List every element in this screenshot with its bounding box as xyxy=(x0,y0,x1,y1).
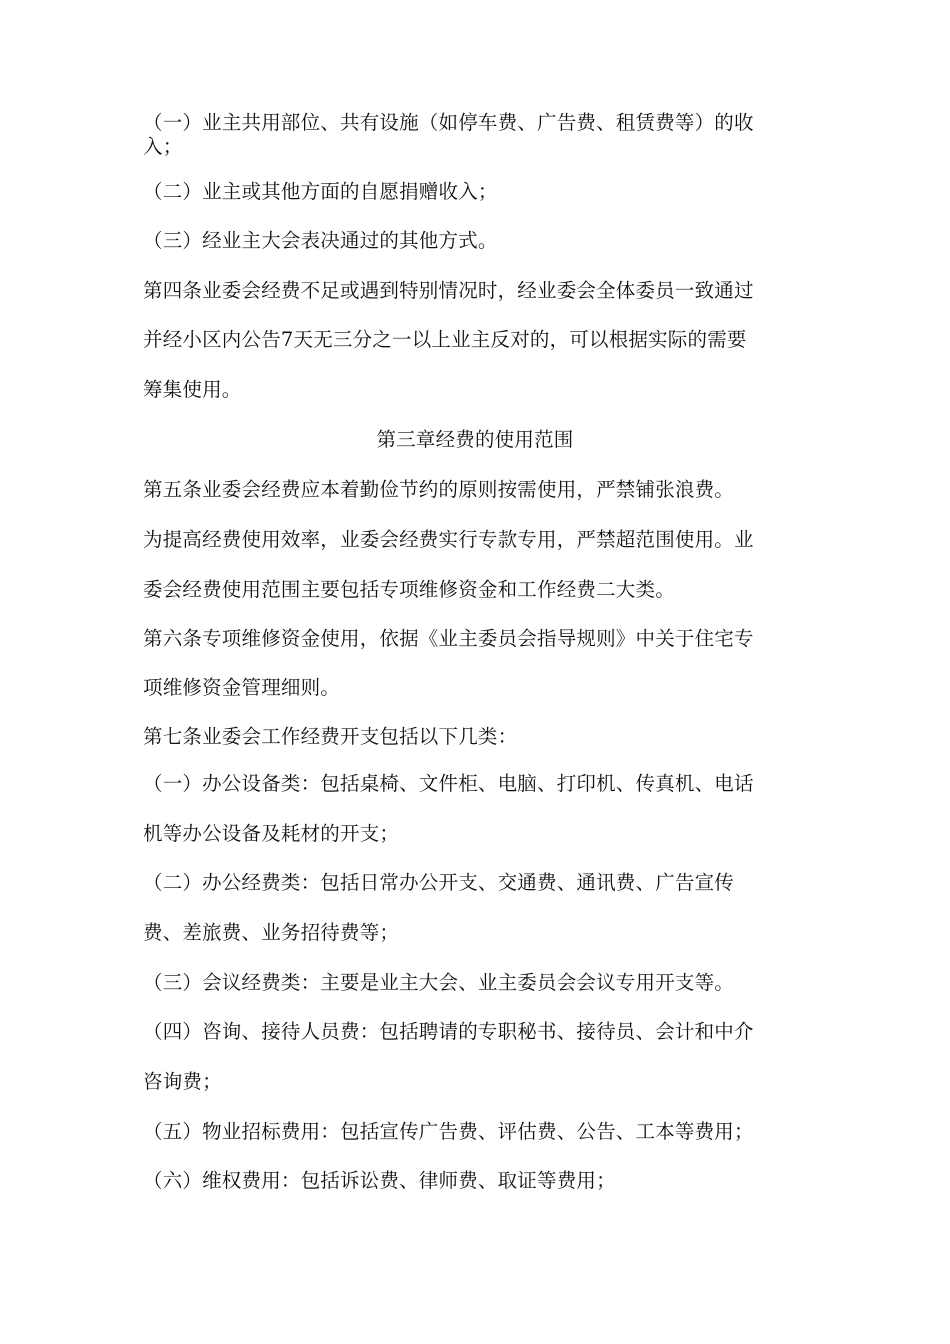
text-line: 第四条业委会经费不足或遇到特别情况时，经业委会全体委员一致通过 xyxy=(143,279,754,302)
text-line: 咨询费； xyxy=(143,1070,222,1093)
text-line: 第七条业委会工作经费开支包括以下几类： xyxy=(143,725,518,748)
text-line: 项维修资金管理细则。 xyxy=(143,676,341,699)
text-line: 并经小区内公告7天无三分之一以上业主反对的，可以根据实际的需要 xyxy=(143,328,747,351)
text-line: （二）办公经费类：包括日常办公开支、交通费、通讯费、广告宣传 xyxy=(143,871,735,894)
text-line: 费、差旅费、业务招待费等； xyxy=(143,921,400,944)
text-line: （五）物业招标费用：包括宣传广告费、评估费、公告、工本等费用； xyxy=(143,1120,754,1143)
text-line: 筹集使用。 xyxy=(143,378,242,401)
text-line: （一）业主共用部位、共有设施（如停车费、广告费、租赁费等）的收 xyxy=(143,111,754,134)
chapter-heading: 第三章经费的使用范围 xyxy=(376,428,574,451)
text-line: （二）业主或其他方面的自愿捐赠收入； xyxy=(143,180,498,203)
text-line: 入； xyxy=(143,135,183,158)
text-line: 机等办公设备及耗材的开支； xyxy=(143,822,400,845)
text-line: （三）会议经费类：主要是业主大会、业主委员会会议专用开支等。 xyxy=(143,971,735,994)
text-line: 为提高经费使用效率，业委会经费实行专款专用，严禁超范围使用。业 xyxy=(143,528,754,551)
text-line: 第五条业委会经费应本着勤俭节约的原则按需使用，严禁铺张浪费。 xyxy=(143,478,735,501)
text-line: 第六条专项维修资金使用，依据《业主委员会指导规则》中关于住宅专 xyxy=(143,627,754,650)
text-line: （四）咨询、接待人员费：包括聘请的专职秘书、接待员、会计和中介 xyxy=(143,1020,754,1043)
text-line: （六）维权费用：包括诉讼费、律师费、取证等费用； xyxy=(143,1169,616,1192)
text-line: （三）经业主大会表决通过的其他方式。 xyxy=(143,229,498,252)
text-line: 委会经费使用范围主要包括专项维修资金和工作经费二大类。 xyxy=(143,578,675,601)
text-line: （一）办公设备类：包括桌椅、文件柜、电脑、打印机、传真机、电话 xyxy=(143,772,754,795)
